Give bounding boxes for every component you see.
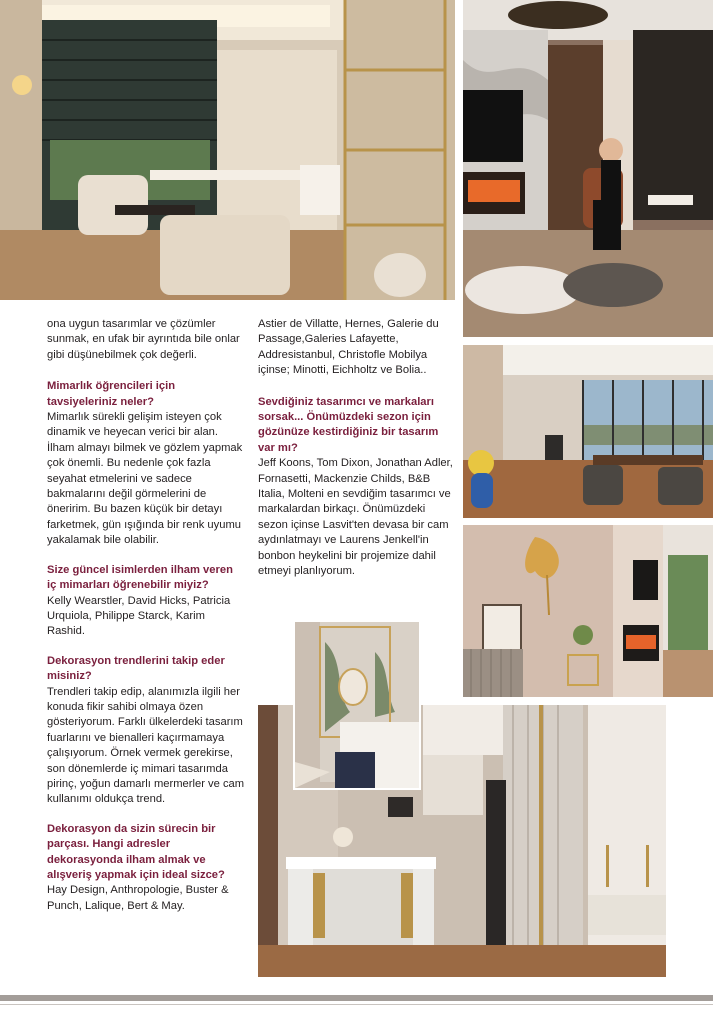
question-heading: Dekorasyon trendlerini takip eder misiniz? bbox=[47, 654, 225, 683]
qa-block bbox=[47, 379, 245, 548]
question-heading: Dekorasyon da sizin sürecin bir parçası. Hangi adresler dekorasyonda ilham almak ve alışveriş yapmak için ideal sizce? bbox=[47, 822, 225, 881]
qa-block bbox=[258, 395, 454, 580]
bedroom-photo bbox=[293, 620, 421, 790]
intro-paragraph: Astier de Villatte, Hernes, Galerie du Passage,Galeries Lafayette, Addresistanbul, Christofle Mobilya içinse; Minotti, Eichholtz ve Bolia.. bbox=[258, 318, 439, 377]
dining-room-photo bbox=[463, 345, 713, 518]
answer-text: Jeff Koons, Tom Dixon, Jonathan Adler, Fornasetti, Mackenzie Childs, B&B Italia, Molteni en sevdiğim tasarımcı ve markalardan birkaçı. Önümüzdeki sezon içinse Lasvit'ten devasa bir cam aydınlatmayı ve Laurens Jenkell'in bonbon heykelini bir projemize dahil etmeyi planlıyorum. bbox=[258, 457, 453, 578]
text-column-right bbox=[258, 317, 454, 594]
hallway-photo bbox=[463, 525, 713, 697]
question-heading: Sevdiğiniz tasarımcı ve markaları sorsak... Önümüzdeki sezon için gözünüze kestirdiğiniz bir tasarım var mı? bbox=[258, 395, 439, 454]
question-heading: Mimarlık öğrencileri için tavsiyeleriniz neler? bbox=[47, 380, 176, 408]
bedroom-illustration bbox=[295, 622, 419, 788]
answer-text: Kelly Wearstler, David Hicks, Patricia Urquiola, Philippe Starck, Karim Rashid. bbox=[47, 594, 231, 638]
answer-text: Hay Design, Anthropologie, Buster & Punch, Lalique, Bert & May. bbox=[47, 884, 229, 912]
footer-bar bbox=[0, 995, 713, 1001]
answer-text: Trendleri takip edip, alanımızla ilgili her konuda fikir sahibi olmaya özen gösteriyorum. Farklı ülkelerdeki tasarım fuarlarını ve bienalleri kaçırmamaya çalışıyorum. Örnek vermek gerekirse, son dönemlerde iç mimari tasarımda pirinç, yoğun damarlı mermerler ve cam kullanımı oldukça trend. bbox=[47, 685, 245, 806]
hallway-illustration bbox=[463, 525, 713, 697]
qa-block bbox=[47, 822, 245, 914]
qa-block bbox=[47, 654, 245, 808]
text-column-left bbox=[47, 317, 245, 928]
dining-illustration bbox=[463, 345, 713, 518]
designer-portrait-photo bbox=[463, 0, 713, 337]
intro-paragraph: ona uygun tasarımlar ve çözümler sunmak, en ufak bir ayrıntıda bile onlar gibi düşünebilmek çok değerli. bbox=[47, 318, 240, 361]
qa-block bbox=[47, 563, 245, 640]
living-room-illustration bbox=[0, 0, 455, 300]
question-heading: Size güncel isimlerden ilham veren iç mimarları öğrenebilir miyiz? bbox=[47, 563, 233, 592]
footer-rule bbox=[0, 1004, 713, 1005]
portrait-illustration bbox=[463, 0, 713, 337]
living-room-photo bbox=[0, 0, 455, 300]
answer-text: Mimarlık sürekli gelişim isteyen çok dinamik ve heyecan verici bir alan. İlham almayı bilmek ve gözlem yapmak çok önemli. Bu nedenle çok fazla seyahat etmelerini ve sadece bakmalarını değil görmelerini de öneririm. Bu bazen küçük bir detayı farketmek, gün ışığında bir renk uyumu yakalamak bile olabilir. bbox=[47, 411, 243, 547]
